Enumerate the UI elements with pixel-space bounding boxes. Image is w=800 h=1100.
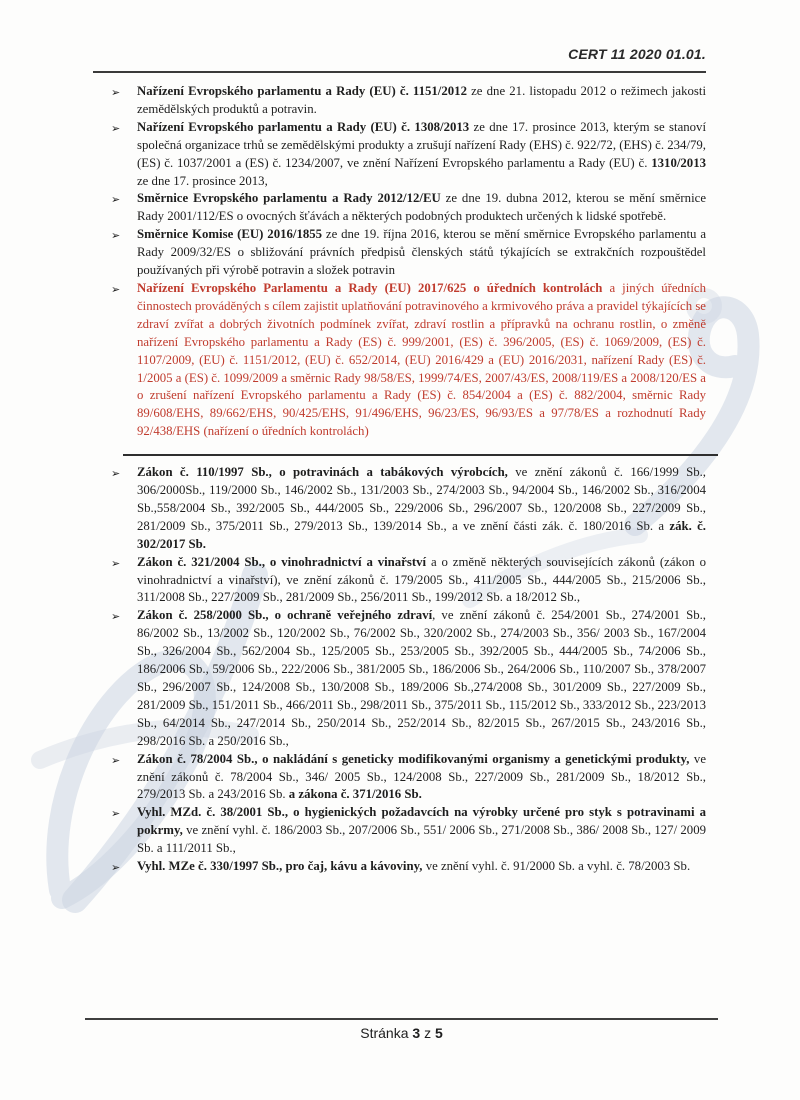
list-item-text: Nařízení Evropského parlamentu a Rady (EU) č. 1308/2013 ze dne 17. prosince 2013, kterým se stanoví společná organizace trhů se zemědělskými produkty a zrušují nařízení Rady (EHS) č. 922/72, (EHS) č. 234/79, (ES) č. 1037/2001 a (ES) č. 1234/2007, ve znění Nařízení Evropského parlamentu a Rady (EU) č. 1310/2013 ze dne 17. prosince 2013, (137, 119, 706, 188)
list-item-text: Vyhl. MZd. č. 38/2001 Sb., o hygienických požadavcích na výrobky určené pro styk s potravinami a pokrmy, ve znění vyhl. č. 186/2003 Sb., 207/2006 Sb., 551/ 2006 Sb., 271/2008 Sb., 386/ 2008 Sb., 127/ 2009 Sb. a 111/2011 Sb., (137, 805, 706, 856)
list-item-text: Nařízení Evropského Parlamentu a Rady (EU) 2017/625 o úředních kontrolách a jiných úředních činnostech prováděných s cílem zajistit uplatňování potravinového a krmivového práva a pravidel týkajících se zdraví zvířat a dobrých životních podmínek zvířat, zdraví rostlin a přípravků na ochranu rostlin, o změně nařízení Evropského parlamentu a Rady (ES) č. 999/2001, (ES) č. 396/2005, (ES) č. 1069/2009, (ES) č. 1107/2009, (EU) č. 1151/2012, (EU) č. 652/2014, (EU) 2016/429 a (EU) 2016/2031, nařízení Rady (ES) č. 1/2005 a (ES) č. 1099/2009 a směrnic Rady 98/58/ES, 1999/74/ES, 2007/43/ES, 2008/119/ES a 2008/120/ES a o zrušení nařízení Evropského parlamentu a Rady (ES) č. 854/2004 a (ES) č. 882/2004, směrnic Rady 89/608/EHS, 89/662/EHS, 90/425/EHS, 91/496/EHS, 96/23/ES, 96/93/ES a 97/78/ES a rozhodnutí Rady 92/438/EHS (nařízení o úředních kontrolách) (137, 280, 706, 439)
list-item (93, 804, 706, 858)
list-item (93, 464, 706, 554)
list-item (93, 119, 706, 191)
eu-regulations-list (93, 83, 706, 441)
list-item (93, 751, 706, 805)
footer-total-pages: 5 (434, 1025, 443, 1041)
page-content (0, 46, 800, 876)
list-item-text: Zákon č. 78/2004 Sb., o nakládání s geneticky modifikovanými organismy a genetickými produkty, ve znění zákonů č. 78/2004 Sb., 346/ 2005 Sb., 124/2008 Sb., 227/2009 Sb., 281/2009 Sb., 18/2012 Sb., 279/2013 Sb. a 243/2016 Sb. a zákona č. 371/2016 Sb. (137, 751, 706, 802)
list-item (93, 226, 706, 280)
list-item (93, 607, 706, 750)
list-item (93, 554, 706, 608)
list-item-text: Vyhl. MZe č. 330/1997 Sb., pro čaj, kávu a kávoviny, ve znění vyhl. č. 91/2000 Sb. a vyhl. č. 78/2003 Sb. (137, 859, 691, 874)
list-item-text: Nařízení Evropského parlamentu a Rady (EU) č. 1151/2012 ze dne 21. listopadu 2012 o režimech jakosti zemědělských produktů a potravin. (137, 84, 706, 116)
page-footer (85, 1018, 718, 1041)
footer-label: Stránka (360, 1025, 409, 1041)
list-item (93, 190, 706, 226)
bullet-arrow-icon: ➢ (111, 610, 121, 624)
footer-of-word: z (424, 1025, 432, 1041)
list-item-text: Zákon č. 110/1997 Sb., o potravinách a tabákových výrobcích, ve znění zákonů č. 166/1999 Sb., 306/2000Sb., 119/2000 Sb., 146/2002 Sb., 131/2003 Sb., 274/2003 Sb., 94/2004 Sb., 146/2002 Sb., 316/2004 Sb.,558/2004 Sb., 392/2005 Sb., 444/2005 Sb., 229/2006 Sb., 296/2007 Sb., 120/2008 Sb., 227/2009 Sb., 281/2009 Sb., 375/2011 Sb., 279/2013 Sb., 139/2014 Sb., a ve znění části zák. č. 180/2016 Sb. a zák. č. 302/2017 Sb. (137, 465, 706, 551)
list-item (93, 83, 706, 119)
bullet-arrow-icon: ➢ (111, 86, 121, 99)
list-item-text: Směrnice Evropského parlamentu a Rady 2012/12/EU ze dne 19. dubna 2012, kterou se mění směrnice Rady 2001/112/ES o ovocných šťávách a některých podobných produktech určených k lidské spotřebě. (137, 191, 706, 224)
header-rule (93, 71, 706, 73)
list-item (93, 280, 706, 441)
list-item (93, 858, 706, 876)
header-doc-code: CERT 11 2020 01.01. (568, 46, 706, 62)
footer-page-number: 3 (412, 1025, 421, 1041)
bullet-arrow-icon: ➢ (111, 282, 121, 296)
bullet-arrow-icon: ➢ (111, 861, 121, 875)
bullet-arrow-icon: ➢ (111, 193, 121, 207)
bullet-arrow-icon: ➢ (111, 467, 121, 481)
bullet-arrow-icon: ➢ (111, 121, 121, 135)
bullet-arrow-icon: ➢ (111, 229, 121, 243)
national-laws-list (93, 464, 706, 876)
list-item-text: Směrnice Komise (EU) 2016/1855 ze dne 19. října 2016, kterou se mění směrnice Evropského parlamentu a Rady 2009/32/ES o sbližování právních předpisů členských států týkajících se extrakčních rozpouštědel používaných při výrobě potravin a složek potravin (137, 227, 706, 278)
bullet-arrow-icon: ➢ (111, 807, 121, 821)
bullet-arrow-icon: ➢ (111, 753, 121, 767)
list-item-text: Zákon č. 258/2000 Sb., o ochraně veřejného zdraví, ve znění zákonů č. 254/2001 Sb., 274/2001 Sb., 86/2002 Sb., 13/2002 Sb., 120/2002 Sb., 76/2002 Sb., 320/2002 Sb., 274/2003 Sb., 356/ 2003 Sb., 167/2004 Sb., 326/2004 Sb., 562/2004 Sb., 125/2005 Sb., 253/2005 Sb., 392/2005 Sb., 444/2005 Sb., 74/2006 Sb., 186/2006 Sb., 59/2006 Sb., 222/2006 Sb., 381/2005 Sb., 186/2006 Sb., 264/2006 Sb., 110/2007 Sb., 378/2007 Sb., 296/2007 Sb., 124/2008 Sb., 130/2008 Sb., 189/2006 Sb.,274/2008 Sb., 301/2009 Sb., 227/2009 Sb., 281/2009 Sb., 151/2011 Sb., 466/2011 Sb., 298/2011 Sb., 375/2011 Sb., 115/2012 Sb., 333/2012 Sb., 223/2013 Sb., 64/2014 Sb., 247/2014 Sb., 250/2014 Sb., 252/2014 Sb., 82/2015 Sb., 267/2015 Sb., 243/2016 Sb., 298/2016 Sb. a 250/2016 Sb., (137, 608, 706, 748)
bullet-arrow-icon: ➢ (111, 556, 121, 570)
list-item-text: Zákon č. 321/2004 Sb., o vinohradnictví a vinařství a o změně některých souvisejících zákonů (zákon o vinohradnictví a vinařství), ve znění zákonů č. 179/2005 Sb., 411/2005 Sb., 444/2005 Sb., 215/2006 Sb., 311/2008 Sb., 227/2009 Sb., 281/2009 Sb., 256/2011 Sb., 199/2012 Sb. a 18/2012 Sb., (137, 554, 706, 605)
section-divider (123, 454, 718, 456)
